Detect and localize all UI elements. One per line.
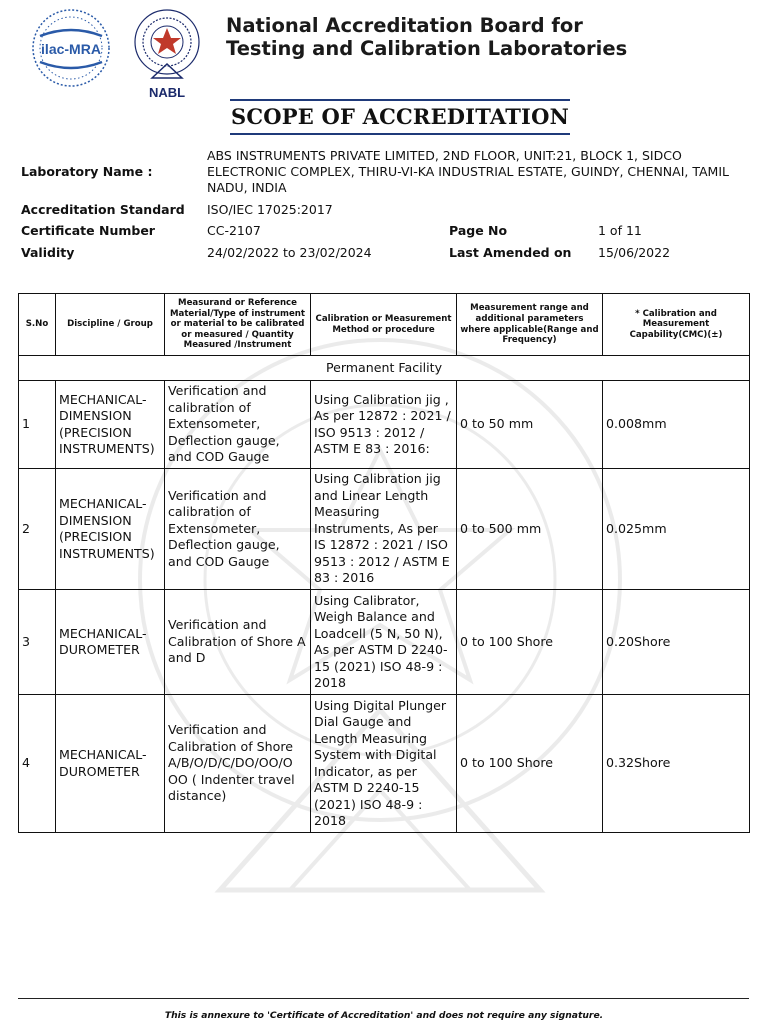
cell-method: Using Calibration jig and Linear Length Measuring Instruments, As per IS 12872 : 2021 / ISO 9513 : 2012 / ASTM E 83 : 2016	[311, 469, 457, 590]
cell-cmc: 0.32Shore	[603, 695, 750, 833]
facility-row	[19, 356, 750, 381]
col-header-cmc: * Calibration and Measurement Capability(CMC)(±)	[603, 294, 750, 356]
cell-range: 0 to 100 Shore	[457, 695, 603, 833]
standard-value: ISO/IEC 17025:2017	[207, 202, 333, 217]
lab-name-line1: ABS INSTRUMENTS PRIVATE LIMITED, 2ND FLOOR, UNIT:21, BLOCK 1, SIDCO	[207, 148, 682, 163]
cell-measurand: Verification and calibration of Extensometer, Deflection gauge, and COD Gauge	[165, 381, 311, 469]
cell-sno: 4	[19, 695, 56, 833]
org-name-line2: Testing and Calibration Laboratories	[226, 37, 628, 60]
cell-cmc: 0.008mm	[603, 381, 750, 469]
nabl-logo	[130, 8, 204, 100]
col-header-method: Calibration or Measurement Method or procedure	[311, 294, 457, 356]
cell-range: 0 to 100 Shore	[457, 590, 603, 695]
organization-name	[226, 14, 627, 60]
col-header-measurand: Measurand or Reference Material/Type of instrument or material to be calibrated or measured / Quantity Measured /Instrument	[165, 294, 311, 356]
lab-name-value	[207, 148, 729, 196]
cell-measurand: Verification and calibration of Extensometer, Deflection gauge, and COD Gauge	[165, 469, 311, 590]
certificate-value: CC-2107	[207, 223, 261, 238]
cell-discipline: MECHANICAL- DIMENSION (PRECISION INSTRUMENTS)	[56, 469, 165, 590]
last-amended-label: Last Amended on	[449, 245, 572, 260]
cell-discipline: MECHANICAL- DUROMETER	[56, 590, 165, 695]
col-header-sno: S.No	[19, 294, 56, 356]
standard-label: Accreditation Standard	[21, 202, 185, 217]
cell-cmc: 0.20Shore	[603, 590, 750, 695]
page-no-label: Page No	[449, 223, 508, 238]
cell-discipline: MECHANICAL- DUROMETER	[56, 695, 165, 833]
nabl-logo-text: NABL	[148, 85, 186, 100]
cell-discipline: MECHANICAL- DIMENSION (PRECISION INSTRUMENTS)	[56, 381, 165, 469]
ilac-mra-logo	[28, 8, 114, 88]
cell-method: Using Digital Plunger Dial Gauge and Length Measuring System with Digital Indicator, as per ASTM D 2240-15 (2021) ISO 48-9 : 2018	[311, 695, 457, 833]
footer-note: This is annexure to 'Certificate of Accreditation' and does not require any signature.	[164, 1010, 604, 1021]
cell-range: 0 to 500 mm	[457, 469, 603, 590]
doc-title-block	[230, 99, 570, 135]
col-header-range: Measurement range and additional parameters where applicable(Range and Frequency)	[457, 294, 603, 356]
cell-sno: 3	[19, 590, 56, 695]
ilac-logo-text: ilac-MRA	[41, 41, 101, 57]
cell-sno: 1	[19, 381, 56, 469]
table-row	[19, 695, 750, 833]
table-row	[19, 469, 750, 590]
cell-method: Using Calibration jig , As per 12872 : 2021 / ISO 9513 : 2012 / ASTM E 83 : 2016:	[311, 381, 457, 469]
table-row	[19, 590, 750, 695]
table-header-row	[19, 294, 750, 356]
cell-measurand: Verification and Calibration of Shore A and D	[165, 590, 311, 695]
lab-name-label: Laboratory Name :	[21, 164, 153, 179]
org-name-line1: National Accreditation Board for	[226, 14, 583, 37]
certificate-label: Certificate Number	[21, 223, 155, 238]
cell-sno: 2	[19, 469, 56, 590]
scope-table	[18, 293, 750, 833]
cell-method: Using Calibrator, Weigh Balance and Loadcell (5 N, 50 N), As per ASTM D 2240-15 (2021) ISO 48-9 : 2018	[311, 590, 457, 695]
facility-label: Permanent Facility	[19, 356, 750, 381]
page-no-value: 1 of 11	[598, 223, 642, 238]
cell-cmc: 0.025mm	[603, 469, 750, 590]
table-row	[19, 381, 750, 469]
col-header-discipline: Discipline / Group	[56, 294, 165, 356]
cell-measurand: Verification and Calibration of Shore A/B/O/D/C/DO/OO/O OO ( Indenter travel distance)	[165, 695, 311, 833]
cell-range: 0 to 50 mm	[457, 381, 603, 469]
validity-value: 24/02/2022 to 23/02/2024	[207, 245, 372, 260]
validity-label: Validity	[21, 245, 75, 260]
lab-name-line3: NADU, INDIA	[207, 180, 287, 195]
lab-name-line2: ELECTRONIC COMPLEX, THIRU-VI-KA INDUSTRIAL ESTATE, GUINDY, CHENNAI, TAMIL	[207, 164, 729, 179]
last-amended-value: 15/06/2022	[598, 245, 671, 260]
doc-title: SCOPE OF ACCREDITATION	[231, 104, 569, 129]
footer-divider	[18, 998, 749, 999]
